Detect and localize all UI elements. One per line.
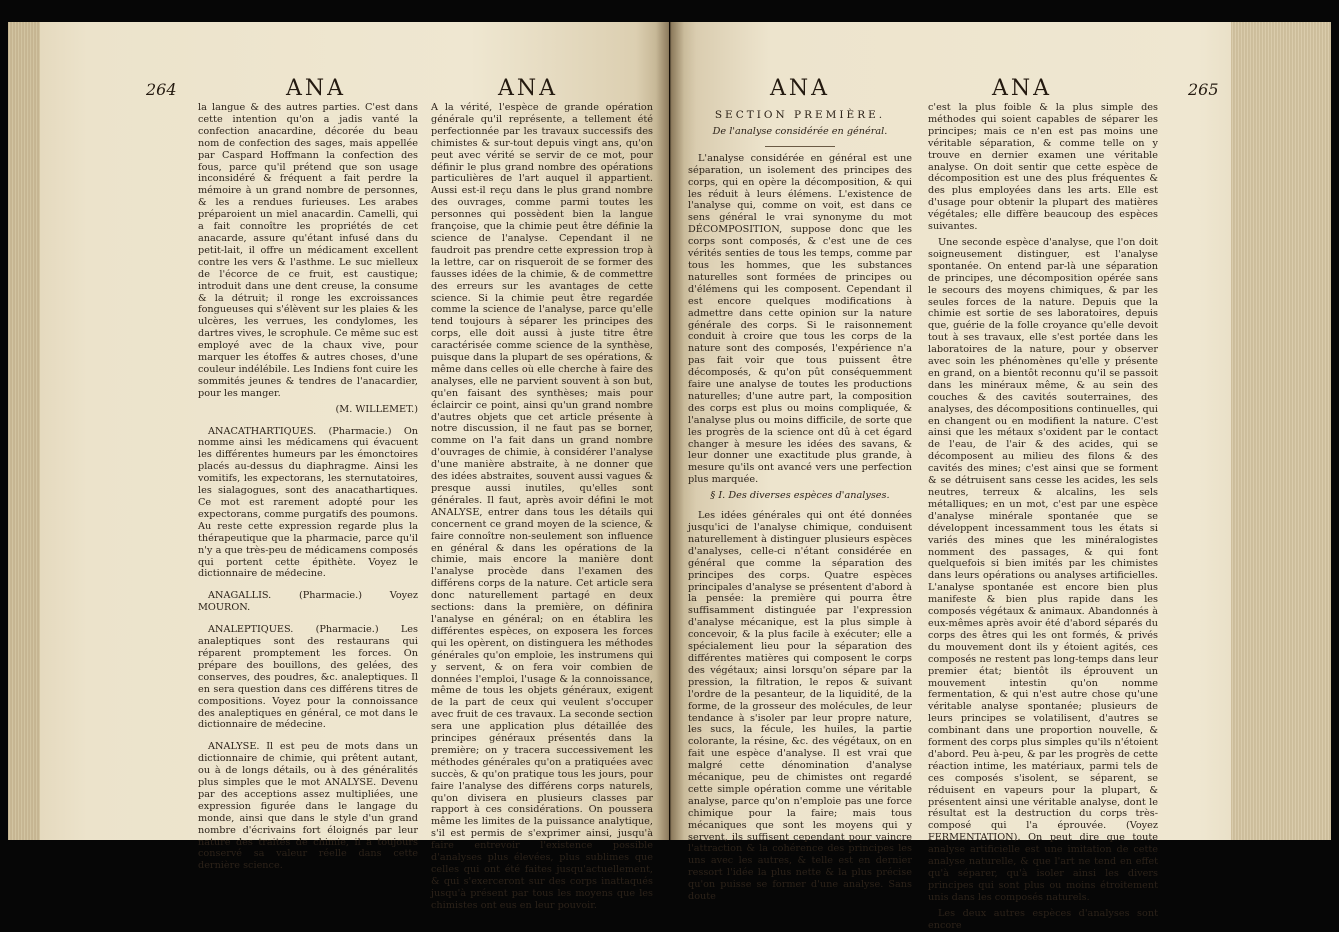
entry-anagallis: ANAGALLIS. (Pharmacie.) Voyez MOURON. bbox=[198, 590, 418, 614]
page-edges-left bbox=[8, 22, 40, 840]
subsection-heading: § I. Des diverses espèces d'analyses. bbox=[710, 490, 890, 502]
running-header-left-col1: ANA bbox=[286, 76, 347, 101]
running-header-right-col2: ANA bbox=[992, 76, 1053, 101]
running-header-right-col1: ANA bbox=[770, 76, 831, 101]
open-book bbox=[8, 22, 1331, 931]
left-column-2 bbox=[431, 102, 653, 911]
page-edges-right bbox=[1231, 22, 1331, 840]
page-number-right: 265 bbox=[1188, 80, 1219, 99]
paragraph: c'est la plus foible & la plus simple des méthodes qui soient capables de séparer les principes; mais ce n'en est pas moins une véritable séparation, & comme telle on y trouve en dernier examen une véritable analyse. On doit sentir que cette espèce de décomposition est une des plus fréquentes & des plus employées dans les arts. Elle est d'usage pour obtenir la plupart des matières végétales; elle diffère beaucoup des espèces suivantes. bbox=[928, 102, 1158, 233]
section-heading: SECTION PREMIÈRE. bbox=[714, 109, 886, 121]
entry-analeptiques: ANALEPTIQUES. (Pharmacie.) Les analeptiques sont des restaurans qui réparent promptement les forces. On prépare des bouillons, des gelées, des conserves, des poudres, &c. analeptiques. Il en sera question dans ces différens titres de compositions. Voyez pour la connoissance des analeptiques en général, ce mot dans le dictionnaire de médecine. bbox=[198, 624, 418, 731]
book-gutter bbox=[656, 22, 684, 840]
paragraph: A la vérité, l'espèce de grande opération générale qu'il représente, a tellement été perfectionnée par les travaux successifs des chimistes & sur-tout depuis vingt ans, qu'on peut avec vérité se servir de ce mot, pour définir le plus grand nombre des opérations particulières de l'art auquel il appartient. Aussi est-il reçu dans le plus grand nombre des ouvrages, comme parmi toutes les personnes qui possèdent bien la langue françoise, que la chimie peut être définie la science de l'analyse. Cependant il ne faudroit pas prendre cette expression trop à la lettre, car on risqueroit de se former des fausses idées de la chimie, & de commettre des erreurs sur les avantages de cette science. Si la chimie peut être regardée comme la science de l'analyse, parce qu'elle tend toujours à séparer les principes des corps, elle doit aussi à juste titre être caractérisée comme science de la synthèse, puisque dans la plupart de ses opérations, & même dans celles où elle cherche à faire des analyses, elle ne parvient souvent à son but, qu'en faisant des synthèses; mais pour éclaircir ce point, ainsi qu'un grand nombre d'autres objets que cet article présente à notre discussion, il ne faut pas se borner, comme on l'a fait dans un grand nombre d'ouvrages de chimie, à considérer l'analyse d'une manière abstraite, à ne donner que des idées abstraites, souvent aussi vagues & presque aussi inutiles, qu'elles sont générales. Il faut, après avoir défini le mot ANALYSE, entrer dans tous les détails qui concernent ce grand moyen de la science, & faire connoître non-seulement son influence en général & dans les opérations de la chimie, mais encore la manière dont l'analyse procède dans l'examen des différens corps de la nature. Cet article sera donc naturellement partagé en deux sections: dans la première, on définira l'analyse en général; on en établira les différentes espèces, on exposera les forces qui les opèrent, on distinguera les méthodes générales qu'on emploie, les instrumens qui y servent, & on fera voir combien de données l'emploi, l'usage & la connoissance, même de tous les objets généraux, exigent de la part de ceux qui veulent s'occuper avec fruit de ces travaux. La seconde section sera une application plus détaillée des principes généraux présentés dans la première; on y tracera successivement les méthodes générales qu'on a pratiquées avec succès, & qu'on pratique tous les jours, pour faire l'analyse des différens corps naturels, qu'on divisera en plusieurs classes par rapport à ces considérations. On poussera même les limites de la puissance analytique, s'il est permis de s'exprimer ainsi, jusqu'à faire entrevoir l'existence possible d'analyses plus élevées, plus sublimes que celles qui ont été faites jusqu'actuellement, & qui s'exerceront sur des corps inattaqués jusqu'à présent par tous les moyens que les chimistes ont eus en leur pouvoir. bbox=[431, 102, 653, 911]
page-number-left: 264 bbox=[146, 80, 177, 99]
paragraph: Une seconde espèce d'analyse, que l'on doit soigneusement distinguer, est l'analyse spontanée. On entend par-là une séparation de principes, une décomposition opérée sans le secours des moyens chimiques, & par les seules forces de la nature. Depuis que la chimie est sortie de ses laboratoires, depuis que, guérie de la folle croyance qu'elle devoit tout à ses travaux, elle s'est portée dans les laboratoires de la nature, pour y observer avec soin les phénomènes qu'elle y présente en grand, on a bientôt reconnu qu'il se passoit dans les minéraux même, & au sein des couches & des cavités souterraines, des analyses, des décompositions continuelles, qui en changent ou en modifient la nature. C'est ainsi que les métaux s'oxident par le contact de l'eau, de l'air & des acides, qui se décomposent au milieu des filons & des cavités des mines; c'est ainsi que se forment & se détruisent sans cesse les acides, les sels neutres, terreux & alcalins, les sels métalliques; en un mot, c'est par une espèce d'analyse minérale spontanée que se développent incessamment tous les états si variés des mines que les minéralogistes nomment des passages, & qui font quelquefois si bien imités par les chimistes dans leurs opérations ou analyses artificielles. L'analyse spontanée est encore bien plus manifeste & bien plus rapide dans les composés végétaux & animaux. Abandonnés à eux-mêmes après avoir été d'abord séparés du corps des êtres qui les ont formés, & privés du mouvement dont ils y étoient agités, ces composés ne restent pas long-temps dans leur premier état; bientôt ils éprouvent un mouvement intestin qu'on nomme fermentation, & qui n'est autre chose qu'une véritable analyse spontanée; plusieurs de leurs principes se volatilisent, d'autres se combinant dans une proportion nouvelle, & forment des corps plus simples qu'ils n'étoient d'abord. Peu à-peu, & par les progrès de cette réaction intime, les matériaux, parmi tels de ces composés s'isolent, se séparent, se réduisent en vapeurs pour la plupart, & présentent ainsi une véritable analyse, dont le résultat est la destruction du corps très-composé qui l'a éprouvée. (Voyez FERMENTATION). On peut dire que toute analyse artificielle est une imitation de cette analyse naturelle, & que l'art ne tend en effet qu'à séparer, qu'à isoler ainsi les divers principes qui sont plus ou moins étroitement unis dans les composés naturels. bbox=[928, 236, 1158, 903]
left-page bbox=[8, 22, 669, 911]
divider bbox=[765, 146, 835, 147]
paragraph: la langue & des autres parties. C'est dans cette intention qu'on a jadis vanté la confection anacardine, décorée du beau nom de confection des sages, mais appellée par Caspard Hoffmann la confection des fous, parce qu'il prétend que son usage inconsidéré & fréquent a fait perdre la mémoire à un grand nombre de personnes, & les a rendues furieuses. Les arabes préparoient un miel anacardin. Camelli, qui a fait connoître les propriétés de cet anacarde, assure qu'étant infusé dans du petit-lait, il offre un médicament excellent contre les vers & l'asthme. Le suc mielleux de l'écorce de ce fruit, est caustique; introduit dans une dent creuse, la consume & la détruit; il ronge les excroissances fongueuses qui s'élèvent sur les plaies & les ulcères, les verrues, les condylomes, les dartres vives, le scrophule. Ce même suc est employé avec de la chaux vive, pour marquer les étoffes & autres choses, d'une couleur indélébile. Les Indiens font cuire les sommités jeunes & tendres de l'anacardier, pour les manger. bbox=[198, 102, 418, 399]
right-page bbox=[670, 22, 1331, 931]
entry-analyse: ANALYSE. Il est peu de mots dans un dictionnaire de chimie, qui prêtent autant, ou à de longs détails, ou à des généralités plus simples que le mot ANALYSE. Devenu par des acceptions assez multipliées, une expression figurée dans le langage du monde, ainsi que dans le style d'un grand nombre d'écrivains fort éloignés par leur nature des traités de chimie, il a toujours conservé sa valeur réelle dans cette dernière science. bbox=[198, 741, 418, 872]
entry-anacathartiques: ANACATHARTIQUES. (Pharmacie.) On nomme ainsi les médicamens qui évacuent les différentes humeurs par les émonctoires placés au-dessus du diaphragme. Ainsi les vomitifs, les expectorans, les sternutatoires, les sialagogues, sont des anacathartiques. Ce mot est rarement adopté pour les expectorans, comme purgatifs des poumons. Au reste cette expression regarde plus la thérapeutique que la pharmacie, parce qu'il n'y a que très-peu de médicamens composés qui portent cette épithète. Voyez le dictionnaire de médecine. bbox=[198, 425, 418, 580]
paragraph: Les deux autres espèces d'analyses sont encore bbox=[928, 907, 1158, 931]
paragraph: Les idées générales qui ont été données jusqu'ici de l'analyse chimique, conduisent naturellement à distinguer plusieurs espèces d'analyses, celle-ci n'étant considérée en général que comme la séparation des principes des corps. Quatre espèces principales d'analyse se présentent d'abord à la pensée: la première qui pourra être suffisamment distinguée par l'expression d'analyse mécanique, est la plus simple à concevoir, & la plus facile à exécuter; elle a spécialement lieu pour la séparation des différentes matières qui composent le corps des végétaux; ainsi lorsqu'on sépare par la pression, la filtration, le repos & suivant l'ordre de la pesanteur, de la liquidité, de la forme, de la grosseur des molécules, de leur tendance à s'isoler par leur propre nature, les sucs, la fécule, les huiles, la partie colorante, la résine, &c. des végétaux, on en fait une espèce d'analyse. Il est vrai que malgré cette dénomination d'analyse mécanique, peu de chimistes ont regardé cette simple opération comme une véritable analyse, parce qu'on n'emploie pas une force chimique pour la faire; mais tous mécaniques que sont les moyens qui y servent, ils suffisent cependant pour vaincre l'attraction & la cohérence des principes les uns avec les autres, & telle est en dernier ressort l'idée la plus nette & la plus précise qu'on puisse se former d'une analyse. Sans doute bbox=[688, 510, 912, 903]
author-signature: (M. WILLEMET.) bbox=[335, 403, 418, 415]
left-column-1 bbox=[198, 102, 418, 872]
right-column-1 bbox=[688, 102, 912, 903]
right-column-2 bbox=[928, 102, 1158, 931]
section-subtitle: De l'analyse considérée en général. bbox=[712, 125, 888, 137]
paragraph: L'analyse considérée en général est une séparation, un isolement des principes des corps, qui en opère la décomposition, & qui les réduit à leurs élémens. L'existence de l'analyse qui, comme on voit, est dans ce sens général le vrai synonyme du mot DÉCOMPOSITION, suppose donc que les corps sont composés, & c'est une de ces vérités senties de tous les temps, comme par tous les hommes, que les substances naturelles sont formées de principes ou d'élémens qui les composent. Cependant il est encore quelques modifications à admettre dans cette opinion sur la nature générale des corps. Si le raisonnement conduit à croire que tous les corps de la nature sont des composés, l'expérience n'a pas fait voir que tous puissent être décomposés, & qu'on pût conséquemment faire une analyse de toutes les productions naturelles; d'une autre part, la composition des corps est plus ou moins compliquée, & l'analyse plus ou moins difficile, de sorte que les progrès de la science ont dû à cet égard changer à mesure les idées des savans, & leur donner une exactitude plus grande, à mesure qu'ils ont avancé vers une perfection plus marquée. bbox=[688, 152, 912, 486]
running-header-left-col2: ANA bbox=[498, 76, 559, 101]
